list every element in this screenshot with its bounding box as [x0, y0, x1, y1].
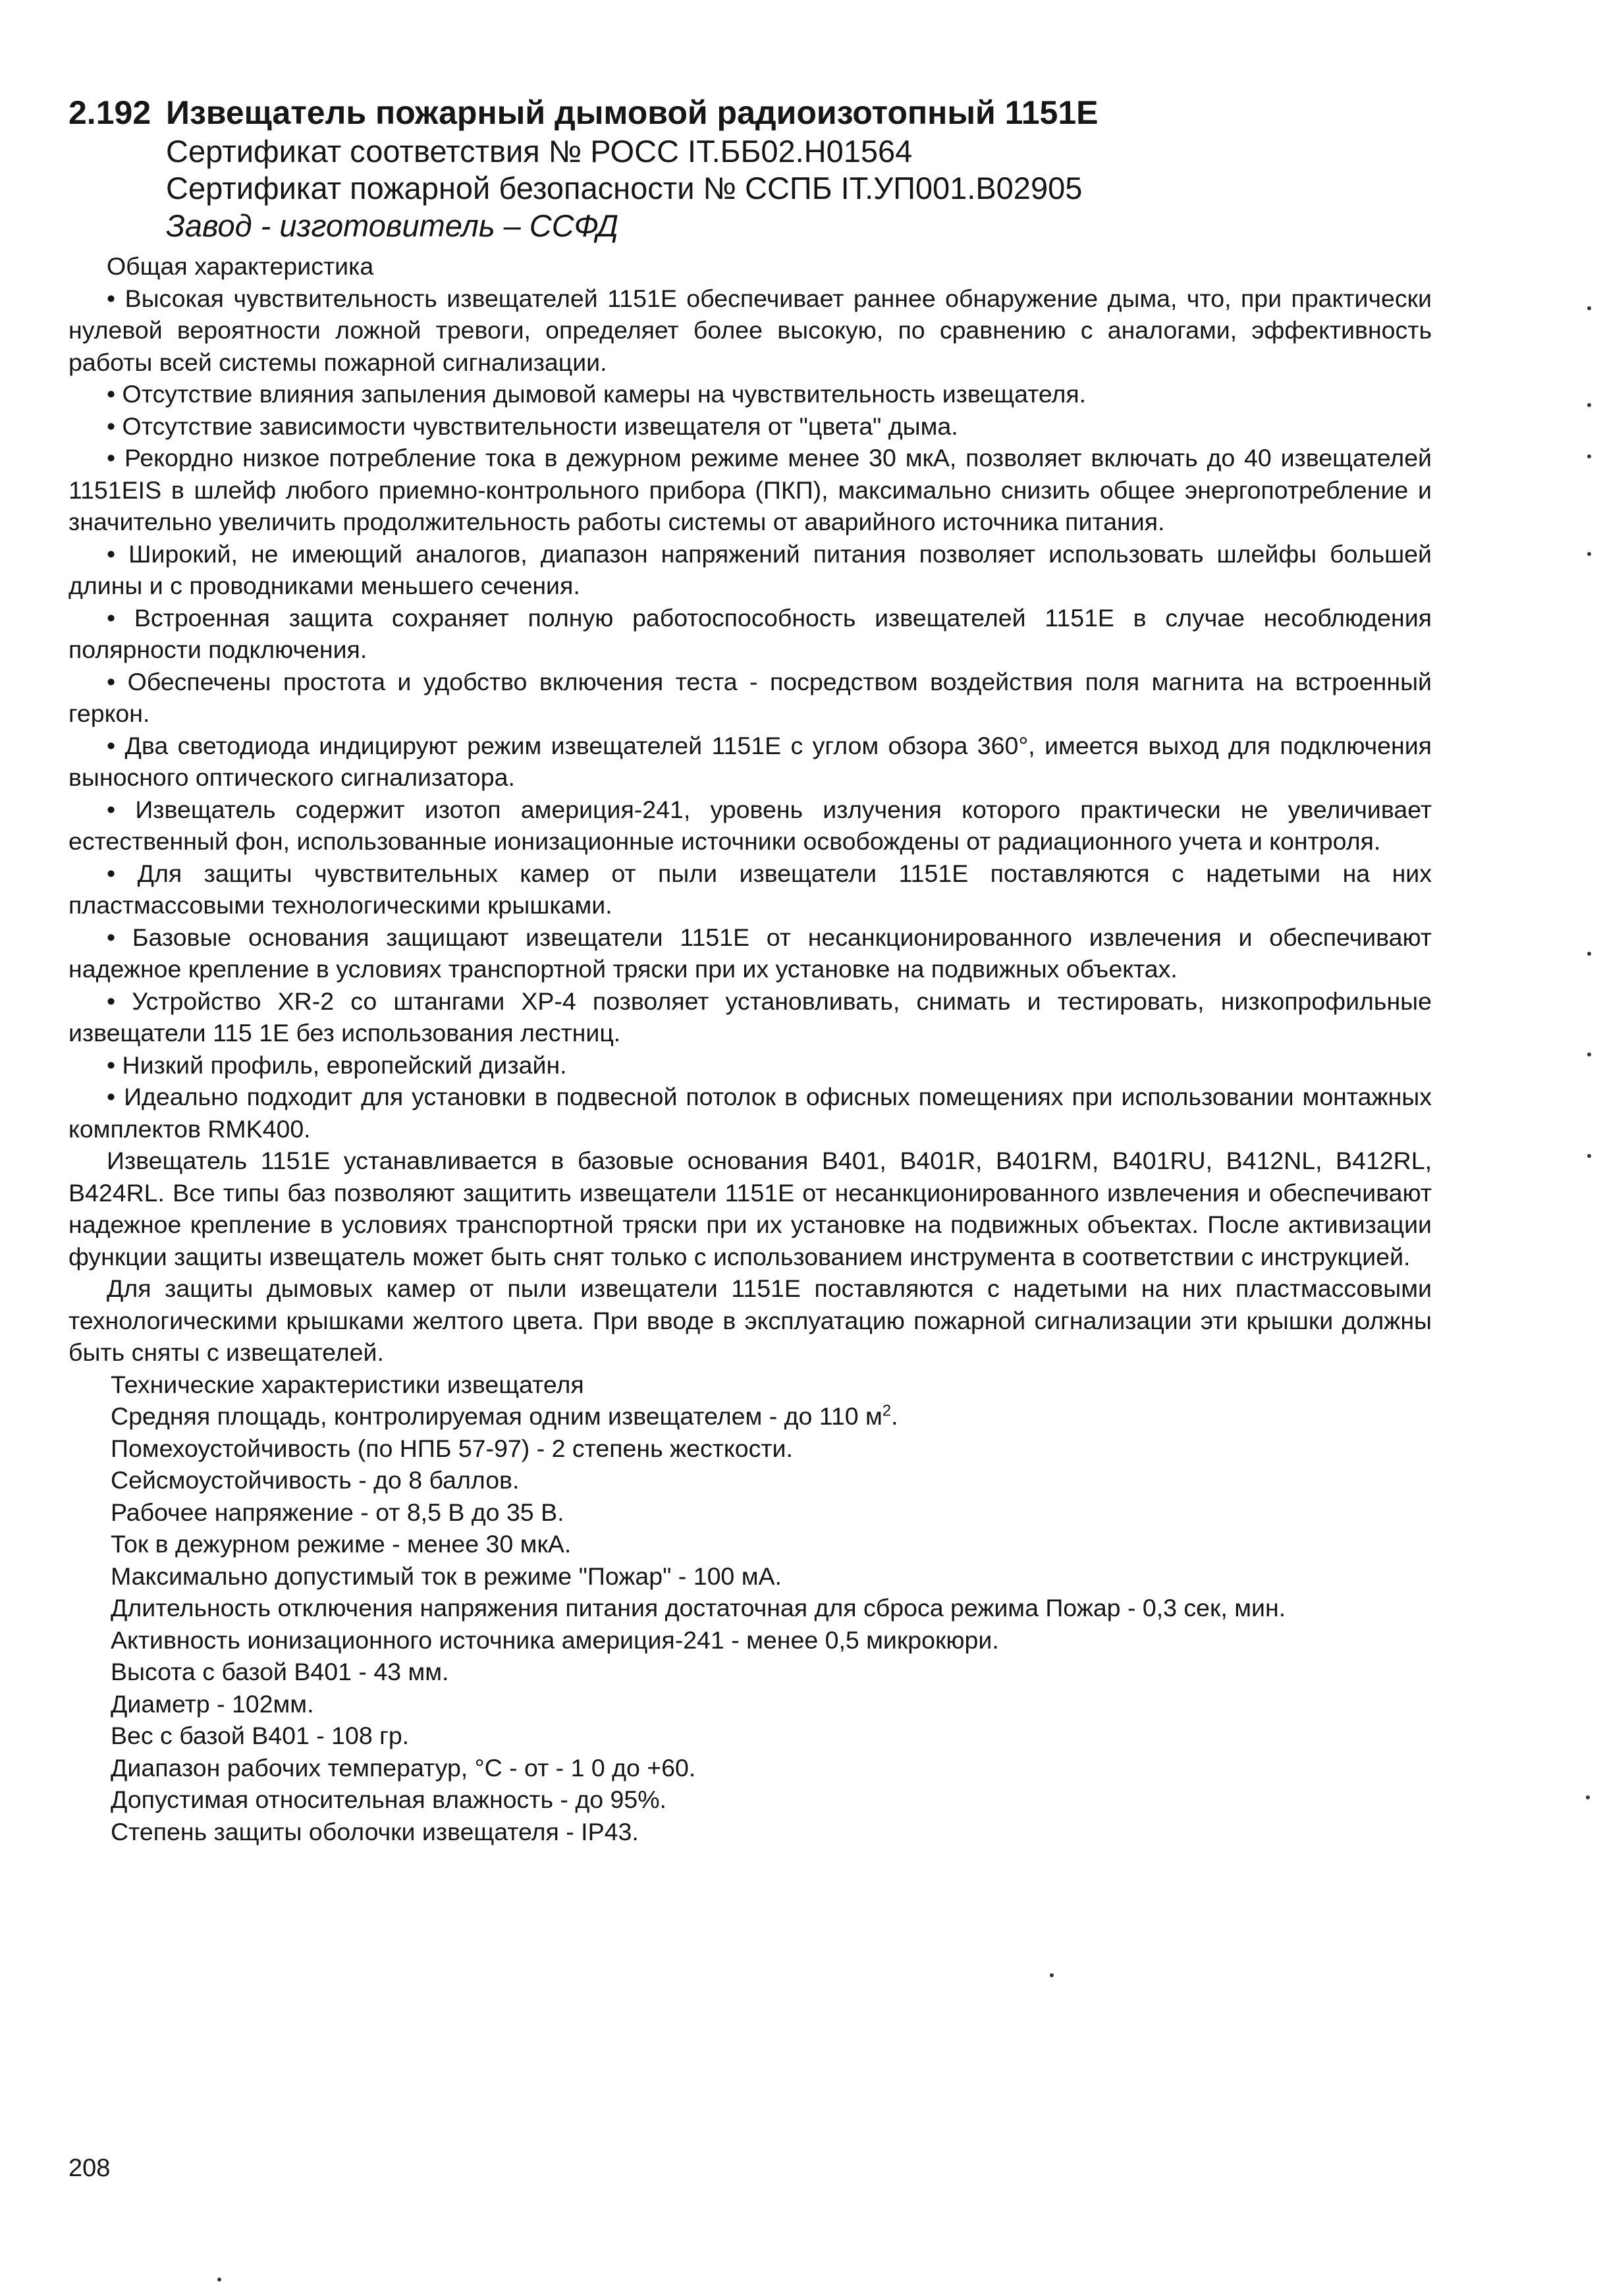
feature-item: • Извещатель содержит изотоп америция-241, уровень излучения которого практически не увеличивает естественный фон, использованные ионизационные источники освобождены от радиационного учета и контроля.	[68, 795, 1432, 855]
feature-item: • Для защиты чувствительных камер от пыли извещатели 1151Е поставляются с надетыми на них пластмассовыми технологическими крышками.	[68, 859, 1432, 919]
spec-area-text: Средняя площадь, контролируемая одним извещателем - до 110 м	[111, 1402, 883, 1430]
scan-speck	[217, 2278, 221, 2282]
specs-list	[68, 1369, 1432, 1848]
scan-speck	[1587, 552, 1591, 556]
spec-item: Рабочее напряжение - от 8,5 В до 35 В.	[111, 1498, 564, 1526]
spec-item: Максимально допустимый ток в режиме "Пожар" - 100 мА.	[111, 1562, 782, 1590]
spec-item: Длительность отключения напряжения питания достаточная для сброса режима Пожар - 0,3 сек, мин.	[111, 1594, 1286, 1622]
covers-paragraph: Для защиты дымовых камер от пыли извещатели 1151Е поставляются с надетыми на них пластмассовыми технологическими крышками желтого цвета. При вводе в эксплуатацию пожарной сигнализации эти крышки должны быть сняты с извещателей.	[68, 1274, 1432, 1366]
feature-item: • Отсутствие зависимости чувствительности извещателя от "цвета" дыма.	[107, 412, 958, 440]
document-body	[68, 250, 1432, 1847]
scan-speck	[1050, 1973, 1054, 1977]
feature-item: • Идеально подходит для установки в подвесной потолок в офисных помещениях при использовании монтажных комплектов RMK400.	[68, 1083, 1432, 1143]
feature-item: • Устройство XR-2 со штангами XP-4 позволяет установливать, снимать и тестировать, низкопрофильные извещатели 115 1Е без использования лестниц.	[68, 987, 1432, 1047]
feature-item: • Встроенная защита сохраняет полную работоспособность извещателей 1151Е в случае несоблюдения полярности подключения.	[68, 603, 1432, 663]
spec-item: Диаметр - 102мм.	[111, 1689, 314, 1718]
certificate-fire-safety: Сертификат пожарной безопасности № ССПБ IT.УП001.В02905	[166, 171, 1083, 205]
feature-item: • Отсутствие влияния запыления дымовой камеры на чувствительность извещателя.	[107, 380, 1087, 408]
spec-item: Степень защиты оболочки извещателя - IP43.	[111, 1817, 639, 1845]
spec-item: Допустимая относительная влажность - до 95%.	[111, 1786, 666, 1813]
general-title: Общая характеристика	[107, 252, 374, 280]
section-title	[68, 92, 1517, 133]
scan-speck	[1586, 1795, 1590, 1799]
bases-paragraph: Извещатель 1151Е устанавливается в базовые основания В401, В401R, В401RM, В401RU, В412NL, В412RL, В424RL. Все типы баз позволяют защитить извещатели 1151Е от несанкционированного извлечения и обеспечивают надежное крепление в условиях транспортной тряски при их установке на подвижных объектах. После активизации функции защиты извещатель может быть снят только с использованием инструмента в соответствии с инструкцией.	[68, 1147, 1432, 1271]
feature-item: • Широкий, не имеющий аналогов, диапазон напряжений питания позволяет использовать шлейфы большей длины и с проводниками меньшего сечения.	[68, 539, 1432, 599]
page-number: 208	[68, 2154, 111, 2182]
feature-item: • Базовые основания защищают извещатели 1151Е от несанкционированного извлечения и обеспечивают надежное крепление в условиях транспортной тряски при их установке на подвижных объектах.	[68, 923, 1432, 983]
scan-speck	[1587, 403, 1591, 407]
spec-item: Ток в дежурном режиме - менее 30 мкА.	[111, 1530, 572, 1558]
spec-area-end: .	[891, 1402, 898, 1430]
scan-speck	[1587, 1154, 1591, 1158]
spec-item: Сейсмоустойчивость - до 8 баллов.	[111, 1466, 520, 1494]
feature-item: • Два светодиода индицируют режим извещателей 1151Е с углом обзора 360°, имеется выход для подключения выносного оптического сигнализатора.	[68, 731, 1432, 791]
spec-area-superscript: 2	[882, 1402, 892, 1420]
spec-item: Высота с базой В401 - 43 мм.	[111, 1658, 449, 1685]
specs-title: Технические характеристики извещателя	[111, 1370, 584, 1398]
feature-item: • Высокая чувствительность извещателей 1151Е обеспечивает раннее обнаружение дыма, что, при практически нулевой вероятности ложной тревоги, определяет более высокую, по сравнению с аналогами, эффективность работы всей системы пожарной сигнализации.	[68, 284, 1432, 376]
scan-speck	[1587, 952, 1591, 956]
section-number: 2.192	[68, 94, 151, 131]
feature-item: • Обеспечены простота и удобство включения теста - посредством воздействия поля магнита на встроенный геркон.	[68, 667, 1432, 727]
spec-item: Вес с базой В401 - 108 гр.	[111, 1722, 410, 1749]
manufacturer-line: Завод - изготовитель – ССФД	[166, 208, 618, 243]
feature-item: • Низкий профиль, европейский дизайн.	[107, 1051, 567, 1079]
spec-item-area	[111, 1400, 1432, 1433]
spec-item: Диапазон рабочих температур, °С - от - 1 0 до +60.	[111, 1753, 696, 1782]
scan-speck	[1587, 306, 1591, 310]
spec-item: Помехоустойчивость (по НПБ 57-97) - 2 степень жесткости.	[111, 1434, 793, 1462]
section-heading	[68, 92, 1517, 245]
section-title-text: Извещатель пожарный дымовой радиоизотопный 1151Е	[166, 94, 1099, 131]
feature-item: • Рекордно низкое потребление тока в дежурном режиме менее 30 мкА, позволяет включать до 40 извещателей 1151EIS в шлейф любого приемно-контрольного прибора (ПКП), максимально снизить общее энергопотребление и значительно увеличить продолжительность работы системы от аварийного источника питания.	[68, 444, 1432, 535]
certificate-conformity: Сертификат соответствия № РОСС IT.ББ02.Н01564	[166, 134, 913, 169]
scan-speck	[1587, 454, 1591, 458]
scan-speck	[1587, 1052, 1591, 1056]
spec-item: Активность ионизационного источника америция-241 - менее 0,5 микрокюри.	[111, 1626, 999, 1654]
